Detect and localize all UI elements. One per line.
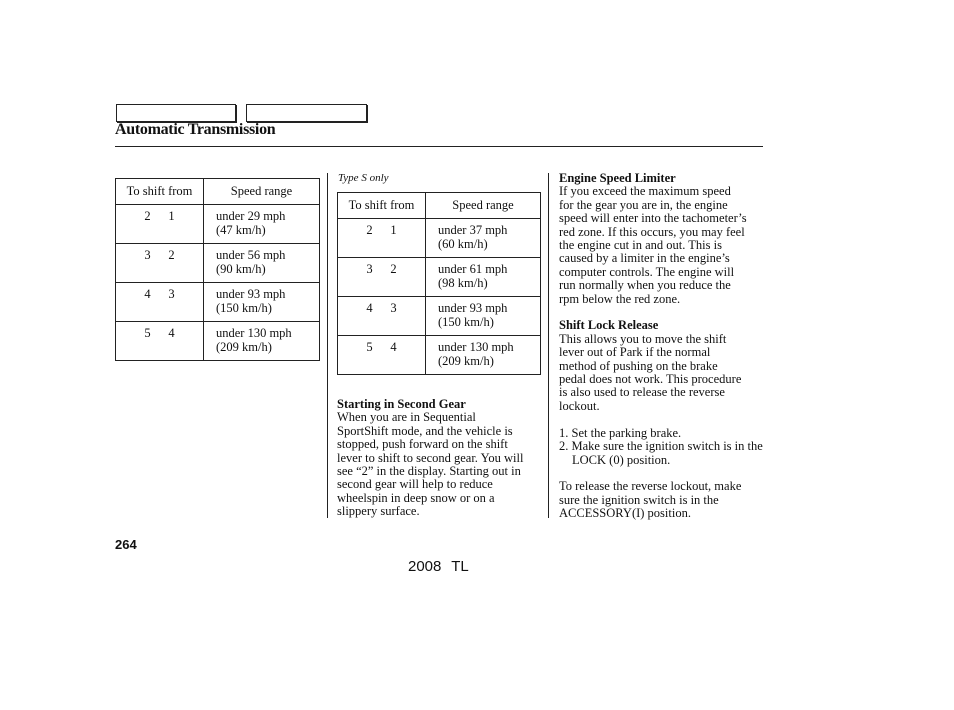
column-divider-2 [548,173,549,518]
body-line: When you are in Sequential [337,410,476,425]
table-row [338,258,541,297]
body-line: computer controls. The engine will [559,264,735,279]
body-line: rpm below the red zone. [559,291,681,306]
body-line: stopped, push forward on the shift [337,437,508,452]
body-line: lockout. [559,398,600,413]
procedure-steps [559,427,765,467]
range-cell: under 130 mph (209 km/h) [426,336,541,375]
body-line: To release the reverse lockout, make [559,479,742,494]
table-header-row [116,179,320,205]
gear-cell: 2 1 [116,205,204,244]
column-header-shift-from: To shift from [338,193,426,219]
body-line: speed will enter into the tachometer’s [559,211,747,226]
range-cell: under 93 mph (150 km/h) [204,283,320,322]
body-line: for the gear you are in, the engine [559,197,728,212]
section-heading: Shift Lock Release [559,318,659,333]
body-line: pedal does not work. This procedure [559,372,742,387]
body-line: If you exceed the maximum speed [559,184,731,199]
gear-cell: 3 2 [338,258,426,297]
column-divider-1 [327,173,328,518]
second-gear-section [337,398,542,519]
type-s-note: Type S only [338,172,389,184]
gear-cell: 4 3 [116,283,204,322]
gear-cell: 5 4 [338,336,426,375]
range-cell: under 37 mph (60 km/h) [426,219,541,258]
body-line: caused by a limiter in the engine’s [559,251,730,266]
page-number: 264 [115,537,137,552]
column-header-speed-range: Speed range [204,179,320,205]
body-line: lever to shift to second gear. You will [337,450,524,465]
range-cell: under 56 mph (90 km/h) [204,244,320,283]
table-row [116,244,320,283]
table-header-row [338,193,541,219]
body-line: run normally when you reduce the [559,278,731,293]
gear-cell: 2 1 [338,219,426,258]
body-line: SportShift mode, and the vehicle is [337,423,513,438]
section-heading: Starting in Second Gear [337,397,466,411]
body-line: see “2” in the display. Starting out in [337,464,521,479]
table-row [116,283,320,322]
table-row [338,336,541,375]
body-line: method of pushing on the brake [559,358,718,373]
range-cell: under 29 mph (47 km/h) [204,205,320,244]
table-row [116,322,320,361]
nav-tab-previous[interactable] [116,104,236,122]
body-line: ACCESSORY(I) position. [559,506,691,521]
body-line: lever out of Park if the normal [559,345,711,360]
body-line: the engine cut in and out. This is [559,238,722,253]
list-item: 2. Make sure the ignition switch is in the LOCK (0) position. [559,439,763,467]
body-line: slippery surface. [337,504,420,519]
nav-tab-next[interactable] [246,104,367,122]
gear-cell: 3 2 [116,244,204,283]
section-heading: Engine Speed Limiter [559,171,676,185]
range-cell: under 130 mph (209 km/h) [204,322,320,361]
downshift-table-standard [115,178,320,361]
range-cell: under 93 mph (150 km/h) [426,297,541,336]
body-line: second gear will help to reduce [337,477,493,492]
gear-cell: 5 4 [116,322,204,361]
range-cell: under 61 mph (98 km/h) [426,258,541,297]
footer-model: 2008 TL [408,558,469,575]
body-line: wheelspin in deep snow or on a [337,490,495,505]
table-row [116,205,320,244]
column-header-speed-range: Speed range [426,193,541,219]
right-column [559,172,765,521]
page-title: Automatic Transmission [115,121,276,138]
title-divider [115,146,763,147]
body-line: This allows you to move the shift [559,331,727,346]
gear-cell: 4 3 [338,297,426,336]
column-header-shift-from: To shift from [116,179,204,205]
list-item: 1. Set the parking brake. [559,425,682,440]
body-line: red zone. If this occurs, you may feel [559,224,745,239]
body-line: sure the ignition switch is in the [559,492,719,507]
table-row [338,219,541,258]
table-row [338,297,541,336]
downshift-table-type-s [337,192,541,375]
body-line: is also used to release the reverse [559,385,725,400]
